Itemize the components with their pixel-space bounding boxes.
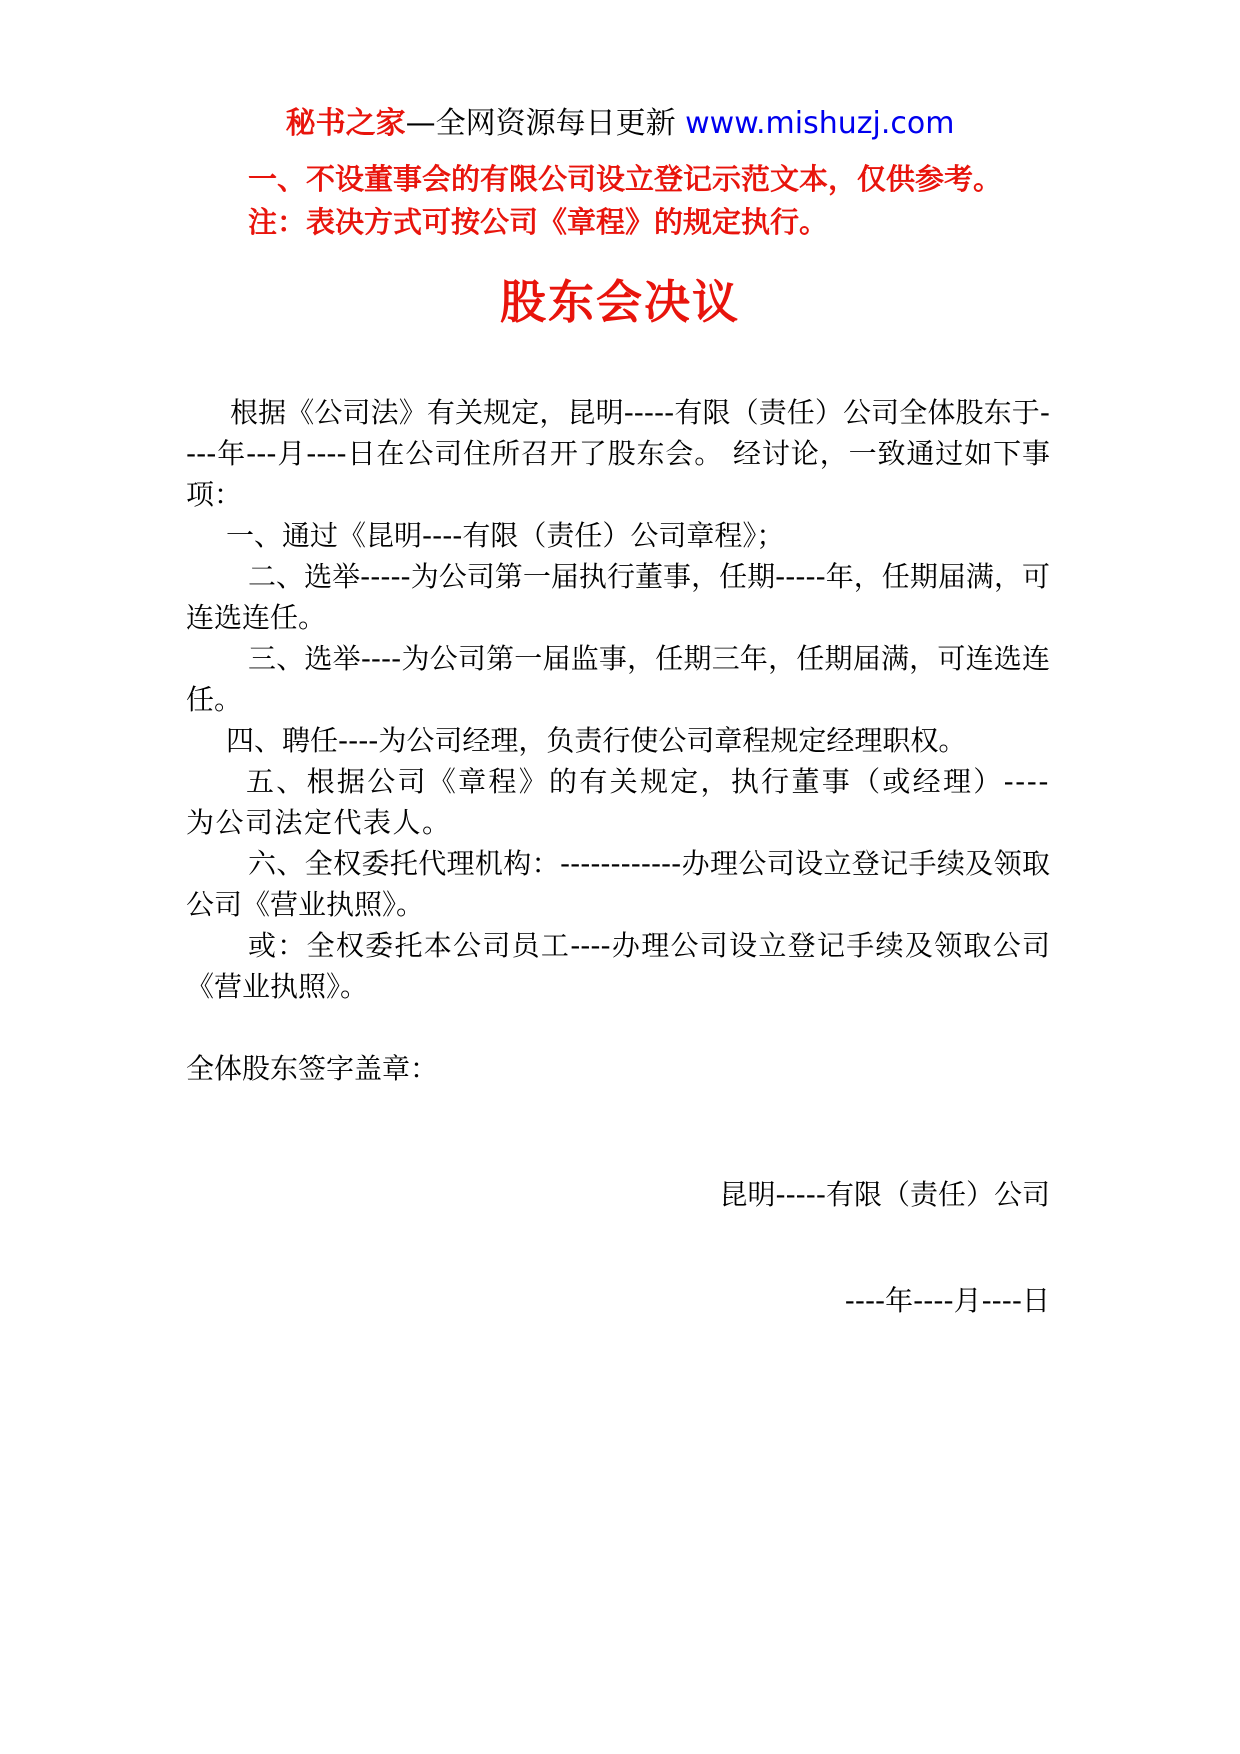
resolution-body (186, 392, 1050, 1007)
body-paragraph: 二、选举-----为公司第一届执行董事，任期-----年，任期届满，可连选连任。 (186, 560, 1050, 634)
body-paragraph: 或：全权委托本公司员工----办理公司设立登记手续及领取公司《营业执照》。 (186, 929, 1050, 1003)
document-title: 股东会决议 (500, 275, 740, 329)
body-paragraph: 三、选举----为公司第一届监事，任期三年，任期届满，可连选连任。 (186, 642, 1050, 716)
note-line-2: 注：表决方式可按公司《章程》的规定执行。 (248, 205, 829, 239)
site-header (0, 104, 1240, 144)
company-name: 昆明-----有限（责任）公司 (719, 1178, 1050, 1211)
site-slogan: —全网资源每日更新 (405, 106, 686, 141)
signature-date: ----年----月----日 (844, 1284, 1050, 1317)
brand-name: 秘书之家 (285, 106, 406, 141)
body-paragraph: 四、聘任----为公司经理，负责行使公司章程规定经理职权。 (226, 724, 967, 757)
body-paragraph: 六、全权委托代理机构：------------办理公司设立登记手续及领取公司《营业执照》。 (186, 847, 1050, 921)
body-paragraph: 一、通过《昆明----有限（责任）公司章程》； (226, 519, 785, 552)
site-url[interactable]: www.mishuzj.com (685, 106, 955, 141)
body-paragraph: 五、根据公司《章程》的有关规定，执行董事（或经理）----为公司法定代表人。 (186, 765, 1050, 839)
note-line-1: 一、不设董事会的有限公司设立登记示范文本，仅供参考。 (248, 162, 1003, 196)
signature-label: 全体股东签字盖章： (186, 1052, 439, 1085)
body-paragraph: 根据《公司法》有关规定，昆明-----有限（责任）公司全体股东于----年---月----日在公司住所召开了股东会。 经讨论，一致通过如下事项： (186, 396, 1050, 511)
